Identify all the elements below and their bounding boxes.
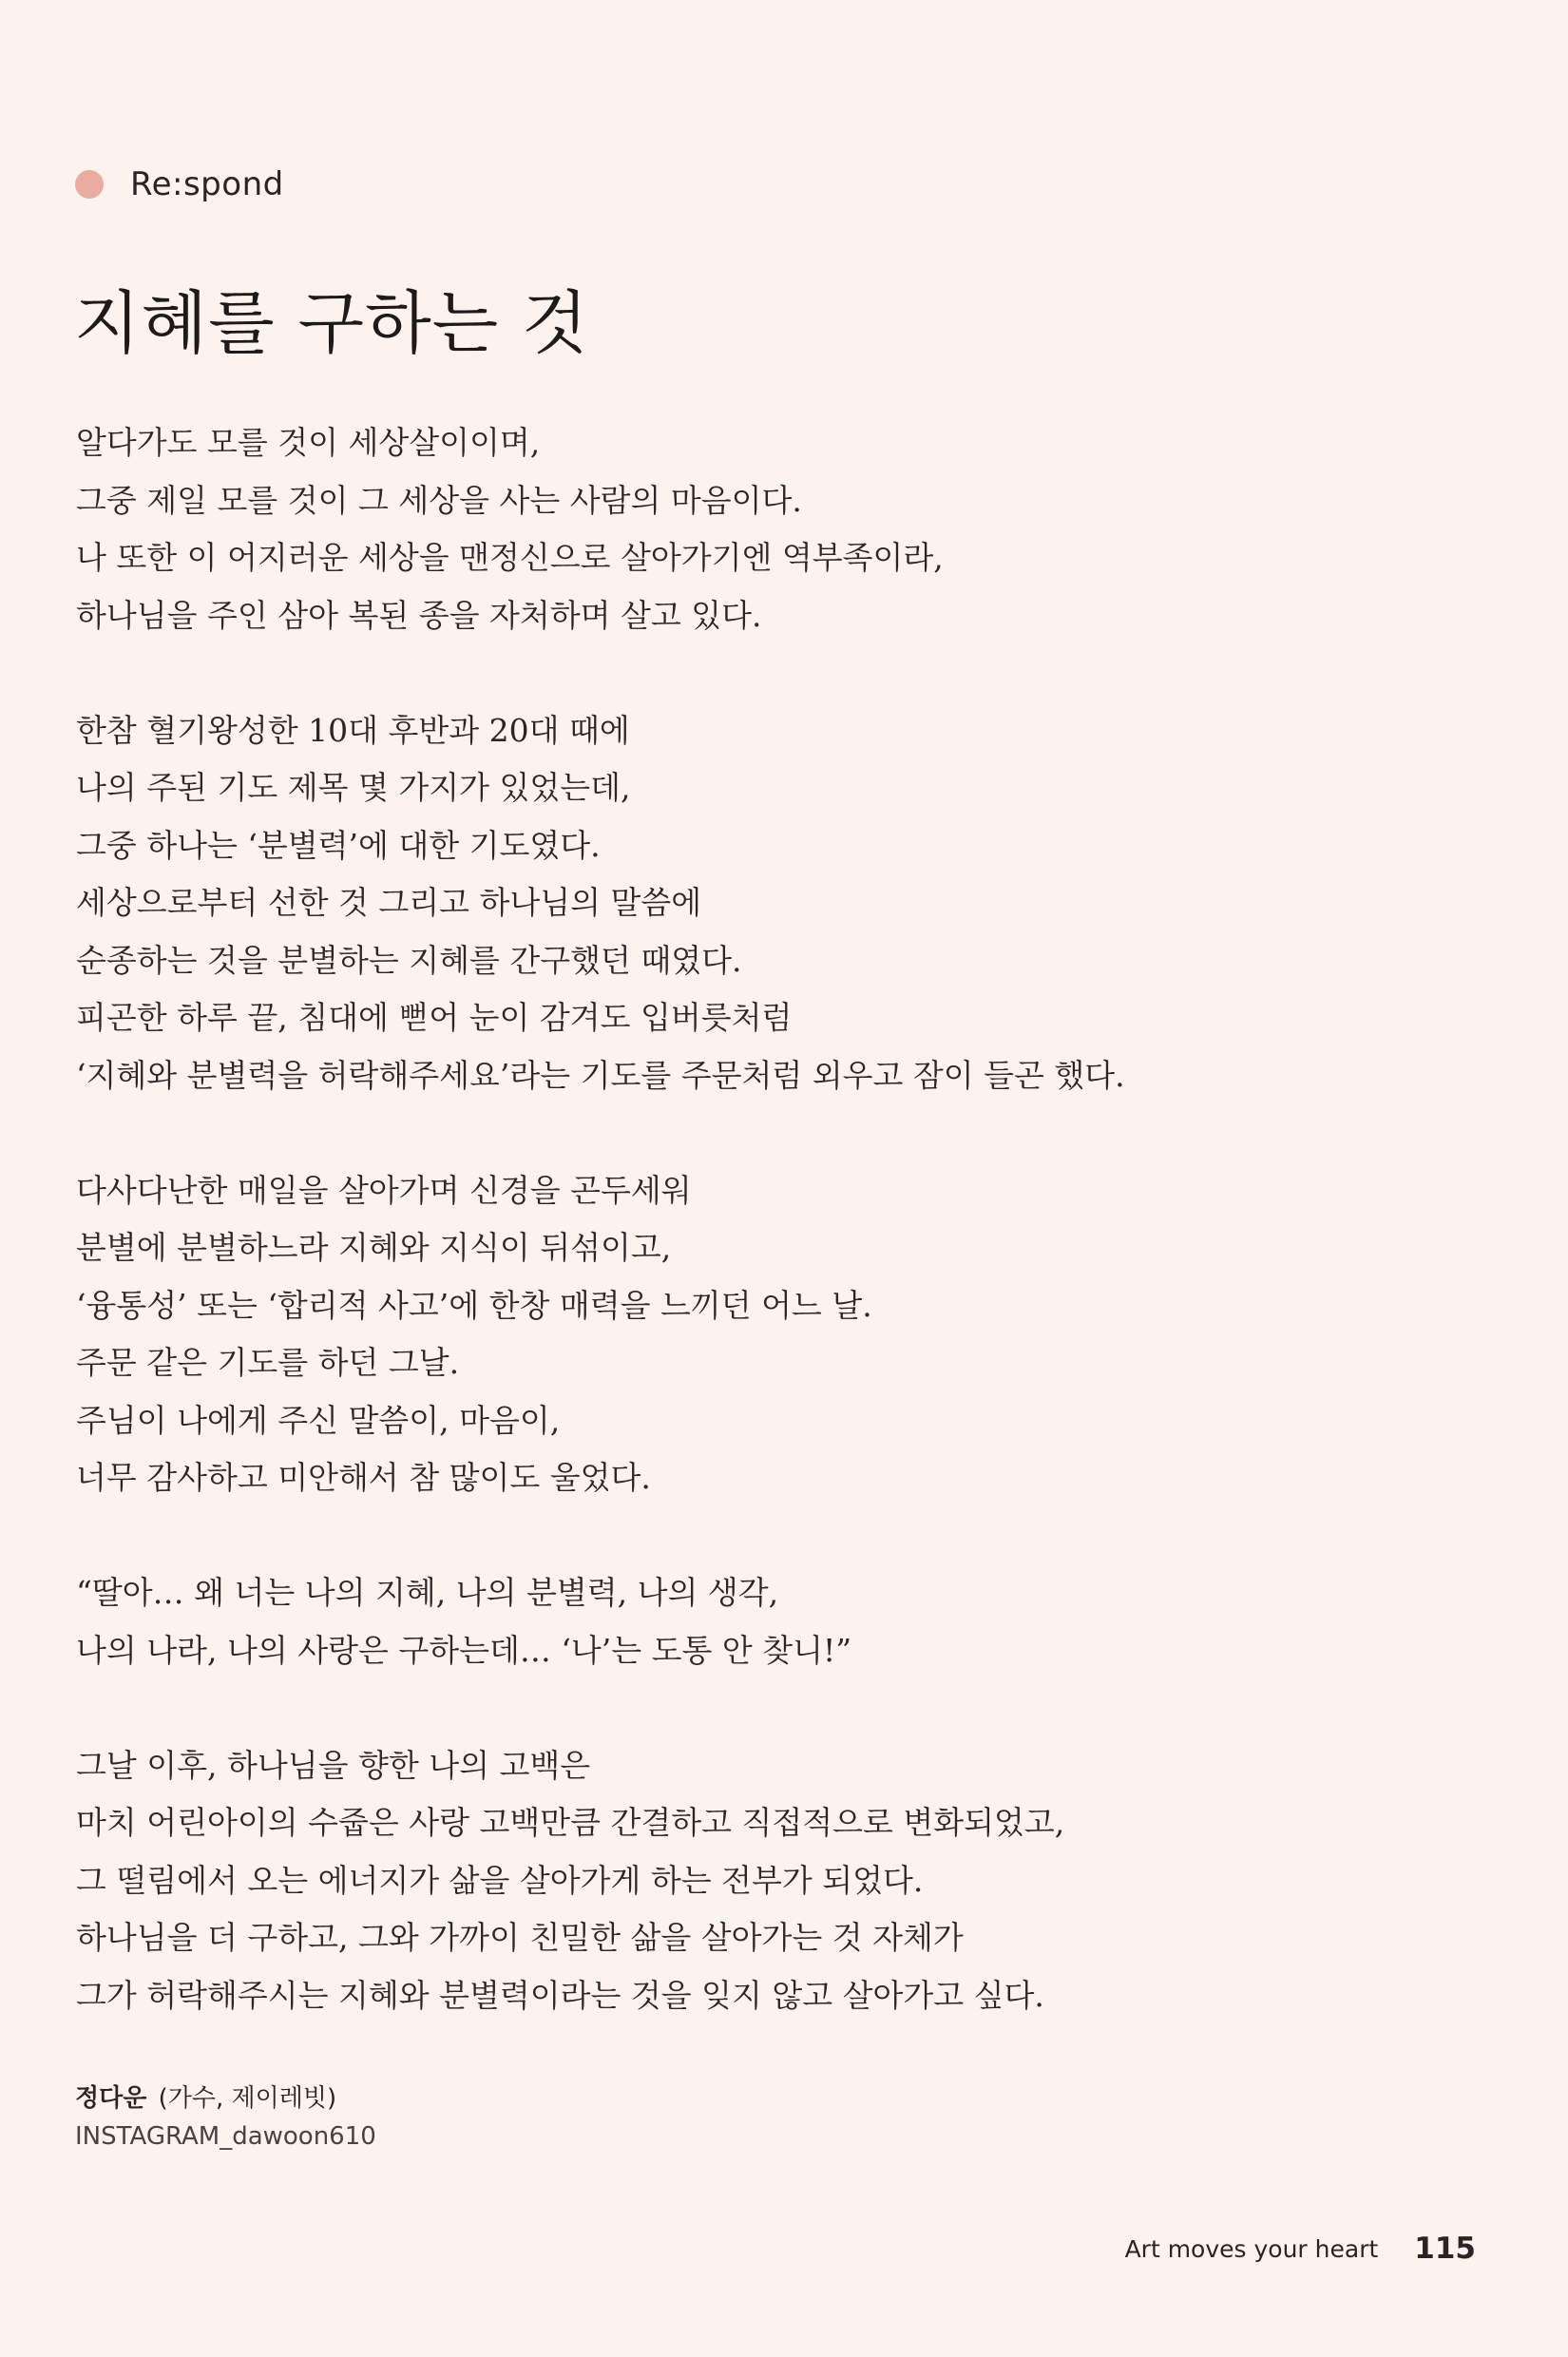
article-title: 지혜를 구하는 것 (74, 283, 589, 363)
text-line: “딸아… 왜 너는 나의 지혜, 나의 분별력, 나의 생각, (76, 1574, 779, 1611)
text-line: 피곤한 하루 끝, 침대에 뻗어 눈이 감겨도 입버릇처럼 (76, 999, 793, 1036)
text-line: 알다가도 모를 것이 세상살이이며, (76, 424, 541, 461)
text-line: 그중 하나는 ‘분별력’에 대한 기도였다. (76, 826, 601, 864)
text-line: 주님이 나에게 주신 말씀이, 마음이, (76, 1401, 561, 1439)
text-line: 순종하는 것을 분별하는 지혜를 간구했던 때였다. (76, 941, 742, 979)
stanza (76, 1162, 1425, 1507)
text-line: 세상으로부터 선한 것 그리고 하나님의 말씀에 (76, 884, 702, 921)
section-tag (75, 163, 284, 205)
text-line: ‘융통성’ 또는 ‘합리적 사고’에 한창 매력을 느끼던 어느 날. (76, 1286, 872, 1324)
footer-tagline: Art moves your heart (1124, 2234, 1379, 2263)
essay-body (76, 414, 1425, 2082)
author-name-line (75, 2079, 376, 2117)
text-line: 너무 감사하고 미안해서 참 많이도 울었다. (76, 1459, 651, 1496)
text-line: 그중 제일 모를 것이 그 세상을 사는 사람의 마음이다. (76, 481, 802, 519)
stanza (76, 414, 1425, 644)
text-line: 그날 이후, 하나님을 향한 나의 고백은 (76, 1746, 591, 1784)
page-number: 115 (1414, 2232, 1476, 2266)
stanza (76, 1737, 1425, 2025)
author-credit (75, 2079, 376, 2156)
section-label: Re:spond (130, 165, 284, 203)
stanza (76, 702, 1425, 1105)
stanza (76, 1564, 1425, 1679)
text-line: 하나님을 더 구하고, 그와 가까이 친밀한 삶을 살아가는 것 자체가 (76, 1919, 964, 1956)
text-line: 나의 나라, 나의 사랑은 구하는데… ‘나’는 도통 안 찾니!” (76, 1631, 852, 1669)
page-footer (1125, 2228, 1476, 2270)
text-line: 한참 혈기왕성한 10대 후반과 20대 때에 (76, 711, 630, 749)
text-line: 그 떨림에서 오는 에너지가 삶을 살아가게 하는 전부가 되었다. (76, 1861, 924, 1899)
text-line: 주문 같은 기도를 하던 그날. (76, 1344, 460, 1381)
author-name: 정다운 (75, 2084, 147, 2113)
author-instagram: INSTAGRAM_dawoon610 (75, 2122, 376, 2151)
text-line: 다사다난한 매일을 살아가며 신경을 곤두세워 (76, 1171, 692, 1209)
text-line: 분별에 분별하느라 지혜와 지식이 뒤섞이고, (76, 1229, 672, 1266)
text-line: ‘지혜와 분별력을 허락해주세요’라는 기도를 주문처럼 외우고 잠이 들곤 했다. (76, 1056, 1125, 1094)
text-line: 나 또한 이 어지러운 세상을 맨정신으로 살아가기엔 역부족이라, (76, 539, 944, 576)
author-role: (가수, 제이레빗) (158, 2084, 337, 2113)
text-line: 하나님을 주인 삼아 복된 종을 자처하며 살고 있다. (76, 596, 762, 634)
text-line: 그가 허락해주시는 지혜와 분별력이라는 것을 잊지 않고 살아가고 싶다. (76, 1976, 1044, 2014)
text-line: 마치 어린아이의 수줍은 사랑 고백만큼 간결하고 직접적으로 변화되었고, (76, 1804, 1065, 1841)
section-dot-icon (75, 170, 104, 199)
text-line: 나의 주된 기도 제목 몇 가지가 있었는데, (76, 769, 631, 806)
